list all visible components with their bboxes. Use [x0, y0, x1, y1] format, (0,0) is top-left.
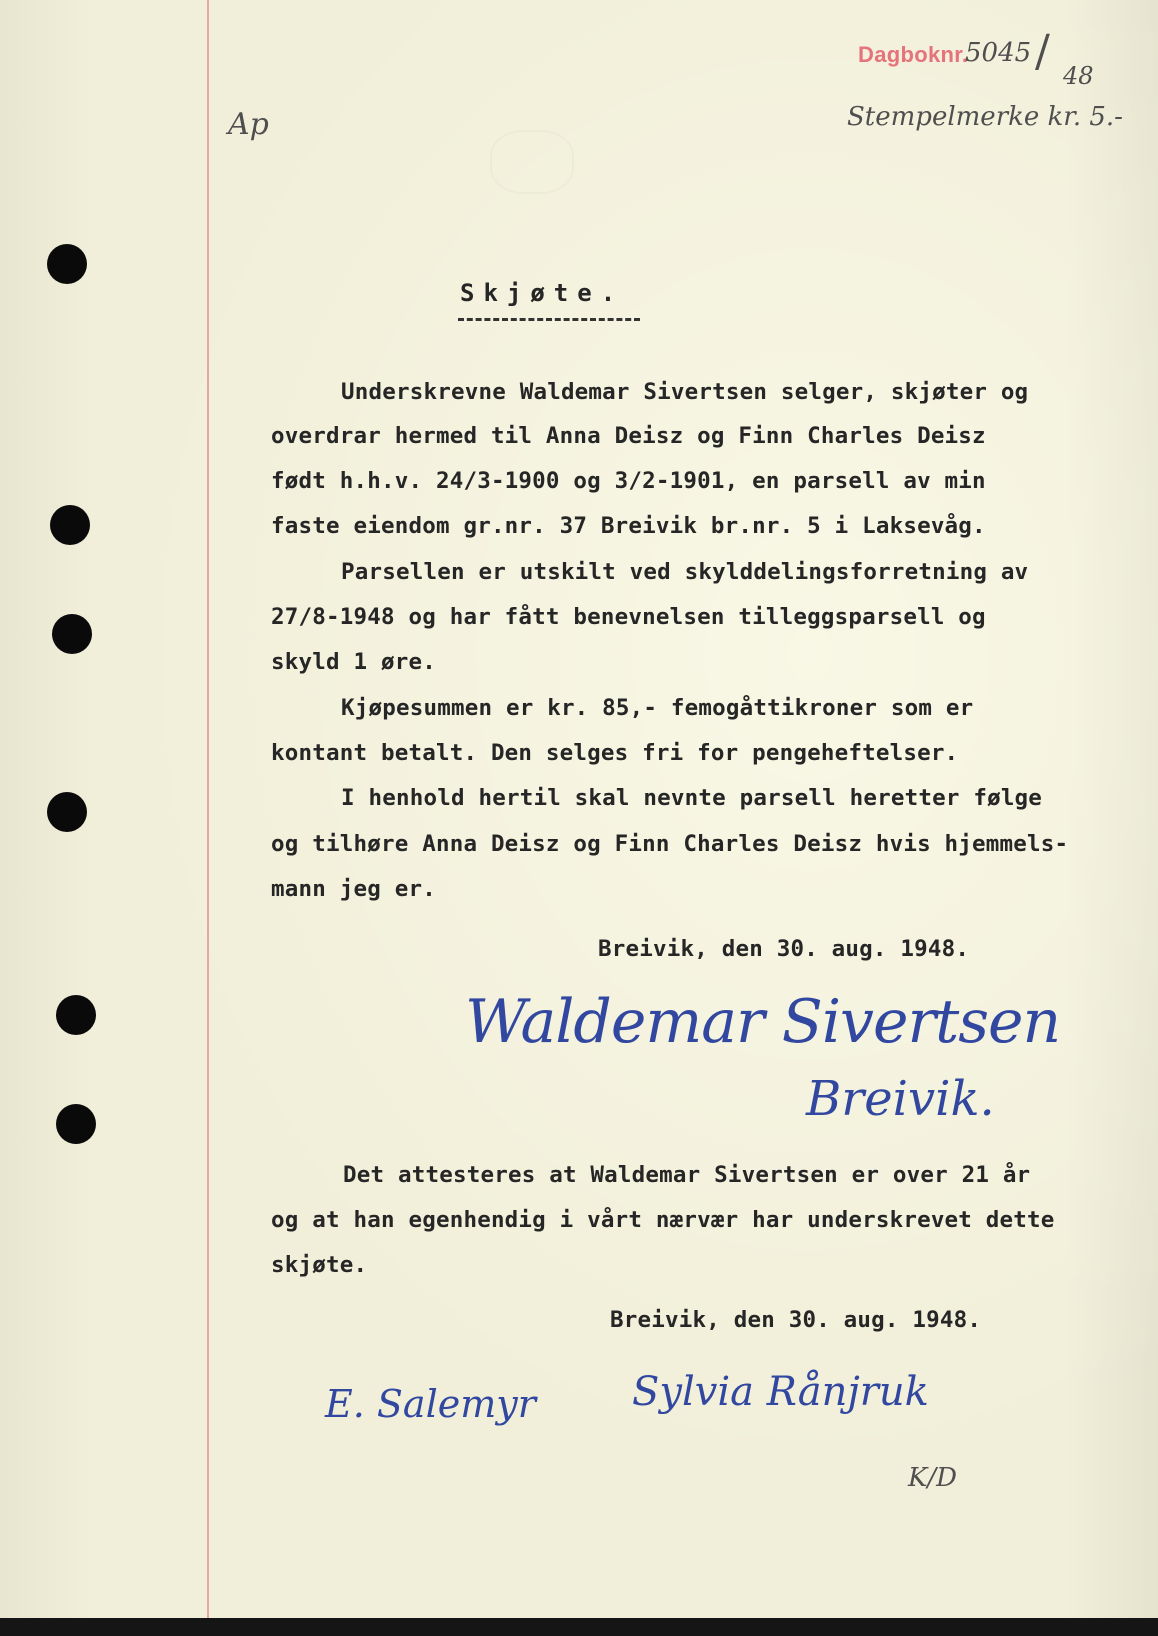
witness-signature: Sylvia Rånjruk [632, 1369, 929, 1415]
body-line: kontant betalt. Den selges fri for pengeheftelser. [271, 740, 959, 766]
attestation-line: skjøte. [271, 1252, 368, 1278]
journal-stamp-label: Dagboknr. [858, 42, 969, 67]
body-line: Parsellen er utskilt ved skylddelingsforretning av [341, 559, 1029, 585]
journal-entry-number: 5045 [965, 38, 1032, 68]
punch-hole [50, 505, 90, 545]
body-line: overdrar hermed til Anna Deisz og Finn Charles Deisz [271, 423, 986, 449]
body-line: faste eiendom gr.nr. 37 Breivik br.nr. 5 i Laksevåg. [271, 513, 986, 539]
witness-signature: E. Salemyr [325, 1382, 536, 1426]
body-line: Underskrevne Waldemar Sivertsen selger, skjøter og [341, 379, 1029, 405]
attestation-line: og at han egenhendig i vårt nærvær har underskrevet dette [271, 1207, 1055, 1233]
seller-place-signature: Breivik. [806, 1071, 995, 1127]
body-line: skyld 1 øre. [271, 649, 436, 675]
body-line: mann jeg er. [271, 876, 436, 902]
punch-hole [56, 1104, 96, 1144]
attestation-line: Det attesteres at Waldemar Sivertsen er over 21 år [343, 1162, 1031, 1188]
margin-line [207, 0, 209, 1618]
footer-initials: K/D [908, 1463, 958, 1493]
journal-stamp [858, 44, 968, 66]
date-line: Breivik, den 30. aug. 1948. [598, 936, 970, 962]
body-line: 27/8-1948 og har fått benevnelsen tilleggsparsell og [271, 604, 986, 630]
document-title: Skjøte. [460, 279, 625, 307]
punch-hole [47, 792, 87, 832]
seller-signature: Waldemar Sivertsen [465, 987, 1061, 1057]
punch-hole [56, 995, 96, 1035]
faint-watermark [490, 130, 574, 194]
scan-edge [0, 1618, 1158, 1636]
clerk-initials: Ap [228, 107, 269, 142]
date-line: Breivik, den 30. aug. 1948. [610, 1307, 982, 1333]
body-line: I henhold hertil skal nevnte parsell heretter følge [341, 785, 1043, 811]
body-line: Kjøpesummen er kr. 85,- femogåttikroner som er [341, 695, 974, 721]
body-line: og tilhøre Anna Deisz og Finn Charles Deisz hvis hjemmels- [271, 831, 1069, 857]
punch-hole [52, 614, 92, 654]
body-line: født h.h.v. 24/3-1900 og 3/2-1901, en parsell av min [271, 468, 986, 494]
title-underline [458, 318, 640, 321]
journal-slash: / [1035, 26, 1050, 77]
stamp-duty-note: Stempelmerke kr. 5.- [847, 102, 1123, 132]
journal-year: 48 [1063, 62, 1094, 90]
punch-hole [47, 244, 87, 284]
